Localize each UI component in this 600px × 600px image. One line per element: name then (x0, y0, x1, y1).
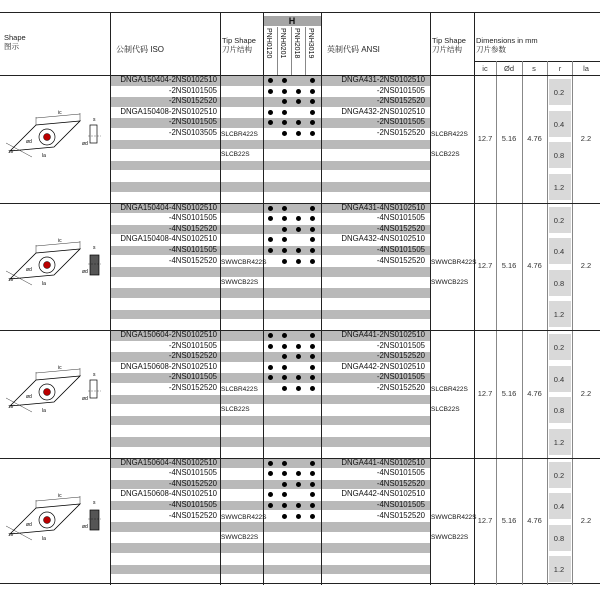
dim-ic: 12.7 (477, 388, 493, 398)
angle-label: 15° (8, 276, 15, 282)
availability-dot (310, 259, 315, 264)
ic-dim-label: ic (58, 110, 62, 116)
dim-la: 2.2 (580, 261, 592, 271)
tip-shape-ansi: SLCB22S (431, 406, 460, 413)
grade-divider (305, 27, 306, 75)
r-value: 0.8 (553, 406, 565, 415)
availability-dot (310, 131, 315, 136)
la-dim-label: la (42, 408, 46, 414)
tip-header-en: Tip Shape (222, 36, 256, 45)
grade-group-h: H (263, 16, 321, 26)
tip-shape-ansi: SWWCB22S (431, 278, 469, 286)
row-stripe (111, 267, 220, 277)
row-stripe (221, 97, 263, 107)
row-stripe (221, 395, 263, 405)
availability-dot (310, 503, 315, 508)
dim-s: 4.76 (527, 261, 542, 271)
dims-header (476, 36, 538, 54)
ansi-code: DNGA441-2NS0102510 (341, 330, 425, 339)
availability-dot (296, 386, 301, 391)
grade-divider (291, 27, 292, 75)
row-stripe (111, 416, 220, 426)
row-stripe (322, 161, 430, 171)
ansi-code: -2NS0101505 (376, 85, 425, 95)
row-stripe (221, 225, 263, 235)
r-value: 0.4 (553, 247, 565, 256)
s-dim-label: s (93, 244, 96, 251)
iso-code: -2NS0152520 (168, 351, 217, 361)
row-stripe (264, 310, 321, 320)
angle-label: 15° (8, 149, 15, 154)
availability-dot (296, 227, 301, 232)
grade-label: PNH2018 (293, 28, 300, 59)
row-stripe (221, 76, 263, 86)
dim-d: 5.16 (501, 261, 517, 271)
iso-header: 公制代码 ISO (116, 45, 165, 54)
od-dim-label: ød (82, 396, 88, 402)
dim-ic: 12.7 (477, 261, 493, 271)
availability-dot (282, 110, 287, 115)
r-value: 0.2 (553, 215, 565, 225)
grade-label: PNH0201 (279, 28, 286, 59)
ansi-code: DNGA442-2NS0102510 (341, 361, 425, 371)
r-value: 1.2 (553, 437, 565, 447)
availability-dot (310, 89, 315, 94)
row-stripe (322, 288, 430, 298)
row-stripe (221, 522, 263, 532)
dim-s: 4.76 (527, 388, 542, 398)
availability-dot (310, 227, 315, 232)
tip2-header-cn: 刀片结构 (432, 45, 462, 54)
row-stripe (221, 118, 263, 128)
row-stripe (322, 140, 430, 150)
r-value: 0.2 (553, 343, 565, 352)
tip-shape: SLCB22S (221, 406, 250, 413)
row-stripe (221, 204, 263, 214)
availability-dot (268, 206, 273, 211)
availability-dot (296, 344, 301, 349)
tip-shape-ansi: SWWCBR422S (431, 513, 477, 521)
row-stripe (322, 416, 430, 426)
availability-dot (310, 386, 315, 391)
ansi-code: -4NS0101505 (376, 213, 425, 223)
tip-header (222, 36, 256, 54)
ansi-code: -2NS0152520 (376, 351, 425, 361)
row-stripe (322, 522, 430, 532)
r-value: 0.2 (553, 88, 565, 97)
s-dim-label: s (93, 117, 96, 123)
row-stripe (111, 543, 220, 553)
availability-dot (282, 344, 287, 349)
availability-dot (268, 78, 273, 83)
availability-dot (310, 216, 315, 221)
row-stripe (221, 459, 263, 469)
od-dim-label: ød (82, 523, 88, 530)
iso-code: -4NS0152520 (168, 255, 217, 265)
iso-code: DNGA150408-4NS0102510 (120, 234, 217, 244)
row-stripe (264, 182, 321, 192)
ansi-code: -2NS0101505 (376, 340, 425, 350)
ansi-code: -2NS0152520 (376, 383, 425, 392)
tip-shape-ansi: SLCB22S (431, 151, 460, 158)
availability-dot (296, 259, 301, 264)
dim-ic: 12.7 (477, 516, 493, 526)
dim-s: 4.76 (527, 133, 542, 143)
row-stripe (221, 352, 263, 362)
availability-dot (310, 461, 315, 466)
availability-dot (296, 482, 301, 487)
iso-code: -2NS0101505 (168, 85, 217, 95)
ansi-code: -4NS0152520 (376, 510, 425, 520)
row-stripe (221, 416, 263, 426)
row-stripe (322, 543, 430, 553)
ansi-code: -2NS0152520 (376, 128, 425, 137)
la-dim-label: la (42, 535, 46, 542)
dim-col-label: ic (482, 64, 488, 73)
tip-shape: SWWCB22S (221, 278, 259, 286)
tip-shape-ansi: SLCBR422S (431, 386, 468, 393)
row-stripe (264, 437, 321, 447)
od-dim-label: ød (82, 141, 88, 147)
row-stripe (221, 310, 263, 320)
ansi-code: -4NS0101505 (376, 468, 425, 478)
shape-header (4, 33, 26, 51)
ansi-code: -2NS0101505 (376, 372, 425, 382)
row-stripe (111, 182, 220, 192)
availability-dot (282, 237, 287, 242)
availability-dot (282, 386, 287, 391)
dim-col-label: la (583, 64, 589, 73)
iso-code: -2NS0152520 (168, 96, 217, 106)
dim-d: 5.16 (501, 516, 517, 526)
row-stripe (111, 288, 220, 298)
insert-drawing (2, 486, 110, 546)
row-stripe (322, 437, 430, 447)
r-value: 1.2 (553, 565, 565, 574)
r-value: 1.2 (553, 310, 565, 319)
row-stripe (221, 288, 263, 298)
tip2-header (432, 36, 466, 54)
row-stripe (111, 310, 220, 320)
iso-code: -4NS0101505 (168, 213, 217, 223)
ansi-code: -4NS0152520 (376, 255, 425, 265)
availability-dot (282, 131, 287, 136)
availability-dot (310, 206, 315, 211)
tip2-header-en: Tip Shape (432, 36, 466, 45)
ansi-code: -2NS0101505 (376, 117, 425, 127)
availability-dot (310, 78, 315, 83)
tip-header-cn: 刀片结构 (222, 45, 252, 54)
iso-code: -4NS0101505 (168, 244, 217, 254)
availability-dot (296, 471, 301, 476)
row-stripe (221, 246, 263, 256)
availability-dot (282, 471, 287, 476)
r-value: 0.8 (553, 151, 565, 160)
la-dim-label: la (42, 153, 46, 159)
iso-code: -4NS0101505 (168, 468, 217, 478)
availability-dot (268, 503, 273, 508)
availability-dot (310, 344, 315, 349)
d-dim-label: ød (26, 394, 32, 400)
grade-label: PNH0120 (265, 28, 272, 59)
r-value: 0.4 (553, 374, 565, 384)
row-stripe (264, 522, 321, 532)
row-stripe (221, 501, 263, 511)
tip-shape-ansi: SLCBR422S (431, 131, 468, 138)
dim-la: 2.2 (580, 133, 592, 143)
row-stripe (221, 543, 263, 553)
ansi-code: -4NS0152520 (376, 478, 425, 488)
d-dim-label: ød (26, 139, 32, 145)
tip-shape: SLCBR422S (221, 386, 258, 393)
availability-dot (296, 131, 301, 136)
row-stripe (111, 161, 220, 171)
iso-code: DNGA150608-4NS0102510 (120, 489, 217, 499)
r-value: 0.8 (553, 278, 565, 288)
ansi-code: DNGA441-4NS0102510 (341, 457, 425, 467)
ic-dim-label: ic (58, 237, 62, 244)
row-stripe (322, 310, 430, 320)
row-stripe (221, 331, 263, 341)
availability-dot (268, 461, 273, 466)
availability-dot (282, 227, 287, 232)
row-stripe (264, 140, 321, 150)
dim-subheader-line (474, 61, 600, 62)
ansi-code: DNGA431-4NS0102510 (341, 202, 425, 212)
dim-col-label: r (558, 64, 562, 73)
tip-shape: SWWCBR422S (221, 513, 267, 521)
row-stripe (221, 182, 263, 192)
ansi-code: DNGA432-4NS0102510 (341, 234, 425, 244)
iso-code: -4NS0152520 (168, 478, 217, 488)
d-dim-label: ød (26, 266, 32, 273)
availability-dot (296, 514, 301, 519)
row-stripe (322, 565, 430, 575)
availability-dot (268, 492, 273, 497)
iso-code: -2NS0103505 (168, 128, 217, 137)
angle-label: 15° (8, 531, 15, 537)
iso-code: DNGA150408-2NS0102510 (120, 106, 217, 116)
ansi-header: 英制代码 ANSI (327, 45, 380, 54)
s-dim-label: s (93, 372, 96, 378)
availability-dot (282, 259, 287, 264)
availability-dot (282, 248, 287, 253)
availability-dot (268, 237, 273, 242)
row-stripe (111, 395, 220, 405)
dim-d: 5.16 (501, 388, 517, 398)
row-stripe (221, 565, 263, 575)
row-stripe (322, 182, 430, 192)
grade-divider (277, 27, 278, 75)
availability-dot (282, 461, 287, 466)
grade-label: PNH3019 (307, 28, 314, 59)
dim-la: 2.2 (580, 516, 592, 526)
iso-code: -2NS0152520 (168, 383, 217, 392)
row-stripe (221, 267, 263, 277)
row-stripe (264, 416, 321, 426)
row-stripe (111, 140, 220, 150)
iso-code: -2NS0101505 (168, 117, 217, 127)
ic-dim-label: ic (58, 365, 62, 371)
tip-shape-ansi: SWWCBR422S (431, 258, 477, 266)
dim-col-label: Ød (503, 64, 514, 73)
availability-dot (282, 365, 287, 370)
ansi-code: DNGA432-2NS0102510 (341, 106, 425, 116)
shape-header-cn: 图示 (4, 42, 19, 51)
column-divider (430, 13, 431, 585)
tip-shape: SWWCB22S (221, 533, 259, 541)
availability-dot (310, 492, 315, 497)
row-stripe (221, 161, 263, 171)
availability-dot (310, 471, 315, 476)
iso-code: -2NS0101505 (168, 340, 217, 350)
availability-dot (268, 344, 273, 349)
row-stripe (264, 161, 321, 171)
insert-drawing (2, 103, 110, 163)
availability-dot (282, 78, 287, 83)
row-stripe (221, 480, 263, 490)
iso-code: DNGA150404-2NS0102510 (120, 75, 217, 84)
row-stripe (221, 437, 263, 447)
row-stripe (264, 288, 321, 298)
iso-code: -4NS0101505 (168, 499, 217, 509)
row-stripe (264, 565, 321, 575)
availability-dot (310, 110, 315, 115)
availability-dot (268, 248, 273, 253)
r-value: 0.2 (553, 470, 565, 480)
r-value: 0.4 (553, 119, 565, 129)
ansi-code: DNGA431-2NS0102510 (341, 75, 425, 84)
tip-shape: SWWCBR422S (221, 258, 267, 266)
dim-col-label: s (532, 64, 536, 73)
od-dim-label: ød (82, 268, 88, 275)
availability-dot (310, 482, 315, 487)
d-dim-label: ød (26, 521, 32, 528)
availability-dot (282, 514, 287, 519)
row-stripe (111, 437, 220, 447)
row-stripe (221, 140, 263, 150)
iso-code: -4NS0152520 (168, 223, 217, 233)
availability-dot (296, 216, 301, 221)
availability-dot (310, 333, 315, 338)
row-stripe (111, 522, 220, 532)
dim-la: 2.2 (580, 388, 592, 398)
dims-header-en: Dimensions in mm (476, 36, 538, 45)
tip-shape-ansi: SWWCB22S (431, 533, 469, 541)
availability-dot (282, 89, 287, 94)
ansi-code: -2NS0152520 (376, 96, 425, 106)
iso-code: -4NS0152520 (168, 510, 217, 520)
ansi-code: -4NS0101505 (376, 244, 425, 254)
availability-dot (296, 503, 301, 508)
availability-dot (282, 206, 287, 211)
s-dim-label: s (93, 499, 96, 506)
row-stripe (264, 267, 321, 277)
availability-dot (268, 110, 273, 115)
iso-code: -2NS0101505 (168, 372, 217, 382)
availability-dot (268, 89, 273, 94)
availability-dot (282, 216, 287, 221)
tip-shape: SLCB22S (221, 151, 250, 158)
insert-drawing (2, 358, 110, 418)
availability-dot (268, 471, 273, 476)
shape-header-en: Shape (4, 33, 26, 42)
dim-d: 5.16 (501, 133, 517, 143)
row-stripe (264, 395, 321, 405)
row-stripe (111, 565, 220, 575)
iso-code: DNGA150604-2NS0102510 (120, 330, 217, 339)
r-value: 1.2 (553, 182, 565, 192)
column-divider (474, 13, 475, 585)
iso-code: DNGA150404-4NS0102510 (120, 202, 217, 212)
availability-dot (268, 216, 273, 221)
availability-dot (296, 89, 301, 94)
dim-s: 4.76 (527, 516, 542, 526)
row-stripe (322, 395, 430, 405)
ansi-code: DNGA442-4NS0102510 (341, 489, 425, 499)
r-value: 0.8 (553, 533, 565, 543)
dim-ic: 12.7 (477, 133, 493, 143)
ic-dim-label: ic (58, 492, 62, 499)
availability-dot (268, 365, 273, 370)
availability-dot (268, 333, 273, 338)
availability-dot (310, 237, 315, 242)
availability-dot (310, 365, 315, 370)
insert-drawing (2, 231, 110, 291)
availability-dot (282, 482, 287, 487)
availability-dot (282, 492, 287, 497)
tip-shape: SLCBR422S (221, 131, 258, 138)
ansi-code: -4NS0101505 (376, 499, 425, 509)
angle-label: 15° (8, 404, 15, 409)
availability-dot (296, 248, 301, 253)
availability-dot (310, 514, 315, 519)
la-dim-label: la (42, 280, 46, 287)
r-value: 0.4 (553, 502, 565, 511)
availability-dot (310, 248, 315, 253)
availability-dot (282, 333, 287, 338)
availability-dot (282, 503, 287, 508)
insert-spec-table (0, 12, 600, 584)
iso-code: DNGA150604-4NS0102510 (120, 457, 217, 467)
row-stripe (221, 373, 263, 383)
ansi-code: -4NS0152520 (376, 223, 425, 233)
row-stripe (264, 543, 321, 553)
dims-header-cn: 刀片参数 (476, 45, 506, 54)
iso-code: DNGA150608-2NS0102510 (120, 361, 217, 371)
row-stripe (322, 267, 430, 277)
